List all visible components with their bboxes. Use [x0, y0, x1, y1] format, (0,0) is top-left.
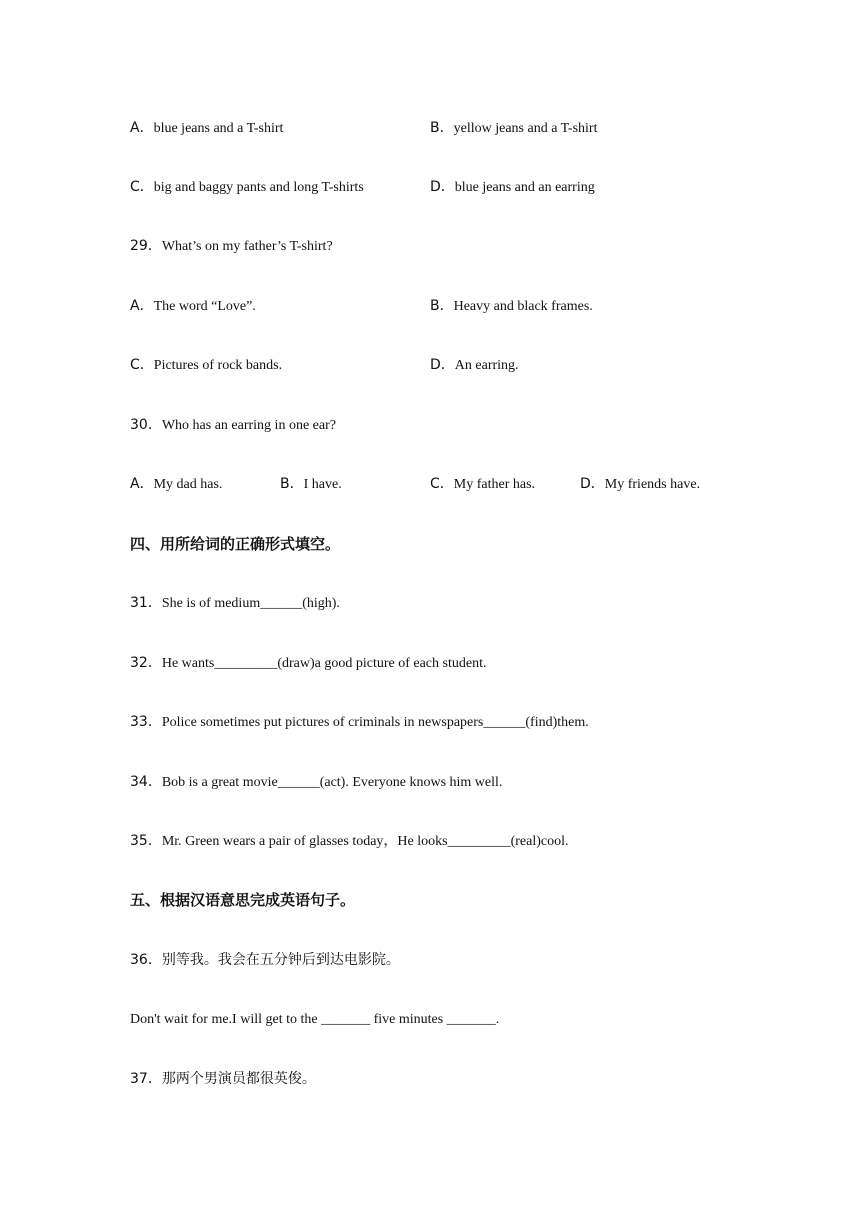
q34 — [130, 773, 502, 792]
option-label: C． — [130, 179, 154, 195]
question-text: Mr. Green wears a pair of glasses today，He looks_________(real)cool. — [161, 834, 569, 849]
option-text: My friends have. — [604, 477, 701, 492]
option-text: yellow jeans and a T-shirt — [453, 121, 598, 136]
question-number: 32． — [130, 655, 162, 671]
question-text: Bob is a great movie______(act). Everyone knows him well. — [161, 775, 503, 790]
q31 — [130, 594, 340, 613]
option-label: D． — [430, 179, 455, 195]
q28-option-c — [130, 178, 364, 197]
q30-option-c — [430, 475, 535, 494]
question-text: Police sometimes put pictures of criminals in newspapers______(find)them. — [161, 715, 589, 730]
section5-title: 五、根据汉语意思完成英语句子。 — [130, 891, 356, 909]
option-text: My dad has. — [153, 477, 223, 492]
question-text: Who has an earring in one ear? — [161, 418, 336, 433]
q30-question — [130, 416, 336, 435]
q36-chinese — [130, 951, 400, 970]
option-text: big and baggy pants and long T-shirts — [153, 180, 364, 195]
option-label: A． — [130, 120, 154, 136]
question-number: 34． — [130, 774, 162, 790]
q30-option-d — [580, 475, 700, 494]
q32 — [130, 654, 486, 673]
question-number: 30． — [130, 417, 162, 433]
q36-english: Don't wait for me.I will get to the _______ five minutes _______. — [130, 1012, 500, 1027]
option-text: I have. — [303, 477, 342, 492]
q33 — [130, 713, 589, 732]
question-text: What’s on my father’s T-shirt? — [161, 239, 333, 254]
option-label: C． — [430, 476, 454, 492]
question-text: He wants_________(draw)a good picture of each student. — [161, 656, 487, 671]
section4-title: 四、用所给词的正确形式填空。 — [130, 535, 341, 553]
option-text: Heavy and black frames. — [453, 299, 593, 314]
q29-option-d — [430, 356, 519, 375]
q28-option-d — [430, 178, 595, 197]
q29-option-c — [130, 356, 282, 375]
option-label: A． — [130, 298, 154, 314]
option-text: blue jeans and a T-shirt — [153, 121, 284, 136]
q30-option-b — [280, 475, 342, 494]
question-text: 别等我。我会在五分钟后到达电影院。 — [161, 952, 400, 968]
q35 — [130, 832, 569, 851]
option-text: Pictures of rock bands. — [153, 358, 283, 373]
option-label: A． — [130, 476, 154, 492]
option-text: The word “Love”. — [153, 299, 256, 314]
q30-option-a — [130, 475, 222, 494]
question-number: 35． — [130, 833, 162, 849]
q29-option-a — [130, 297, 256, 316]
question-text: She is of medium______(high). — [161, 596, 340, 611]
option-text: An earring. — [454, 358, 519, 373]
q29-option-b — [430, 297, 593, 316]
option-label: D． — [580, 476, 605, 492]
option-label: D． — [430, 357, 455, 373]
option-label: C． — [130, 357, 154, 373]
question-number: 33． — [130, 714, 162, 730]
question-number: 37． — [130, 1071, 162, 1087]
q29-question — [130, 237, 333, 256]
question-number: 36． — [130, 952, 162, 968]
option-text: blue jeans and an earring — [454, 180, 595, 195]
q28-option-a — [130, 119, 283, 138]
option-label: B． — [430, 120, 454, 136]
question-number: 31． — [130, 595, 162, 611]
q28-option-b — [430, 119, 597, 138]
option-label: B． — [430, 298, 454, 314]
q37-chinese — [130, 1070, 316, 1089]
option-text: My father has. — [453, 477, 536, 492]
question-text: 那两个男演员都很英俊。 — [161, 1071, 316, 1087]
option-label: B． — [280, 476, 304, 492]
question-number: 29． — [130, 238, 162, 254]
